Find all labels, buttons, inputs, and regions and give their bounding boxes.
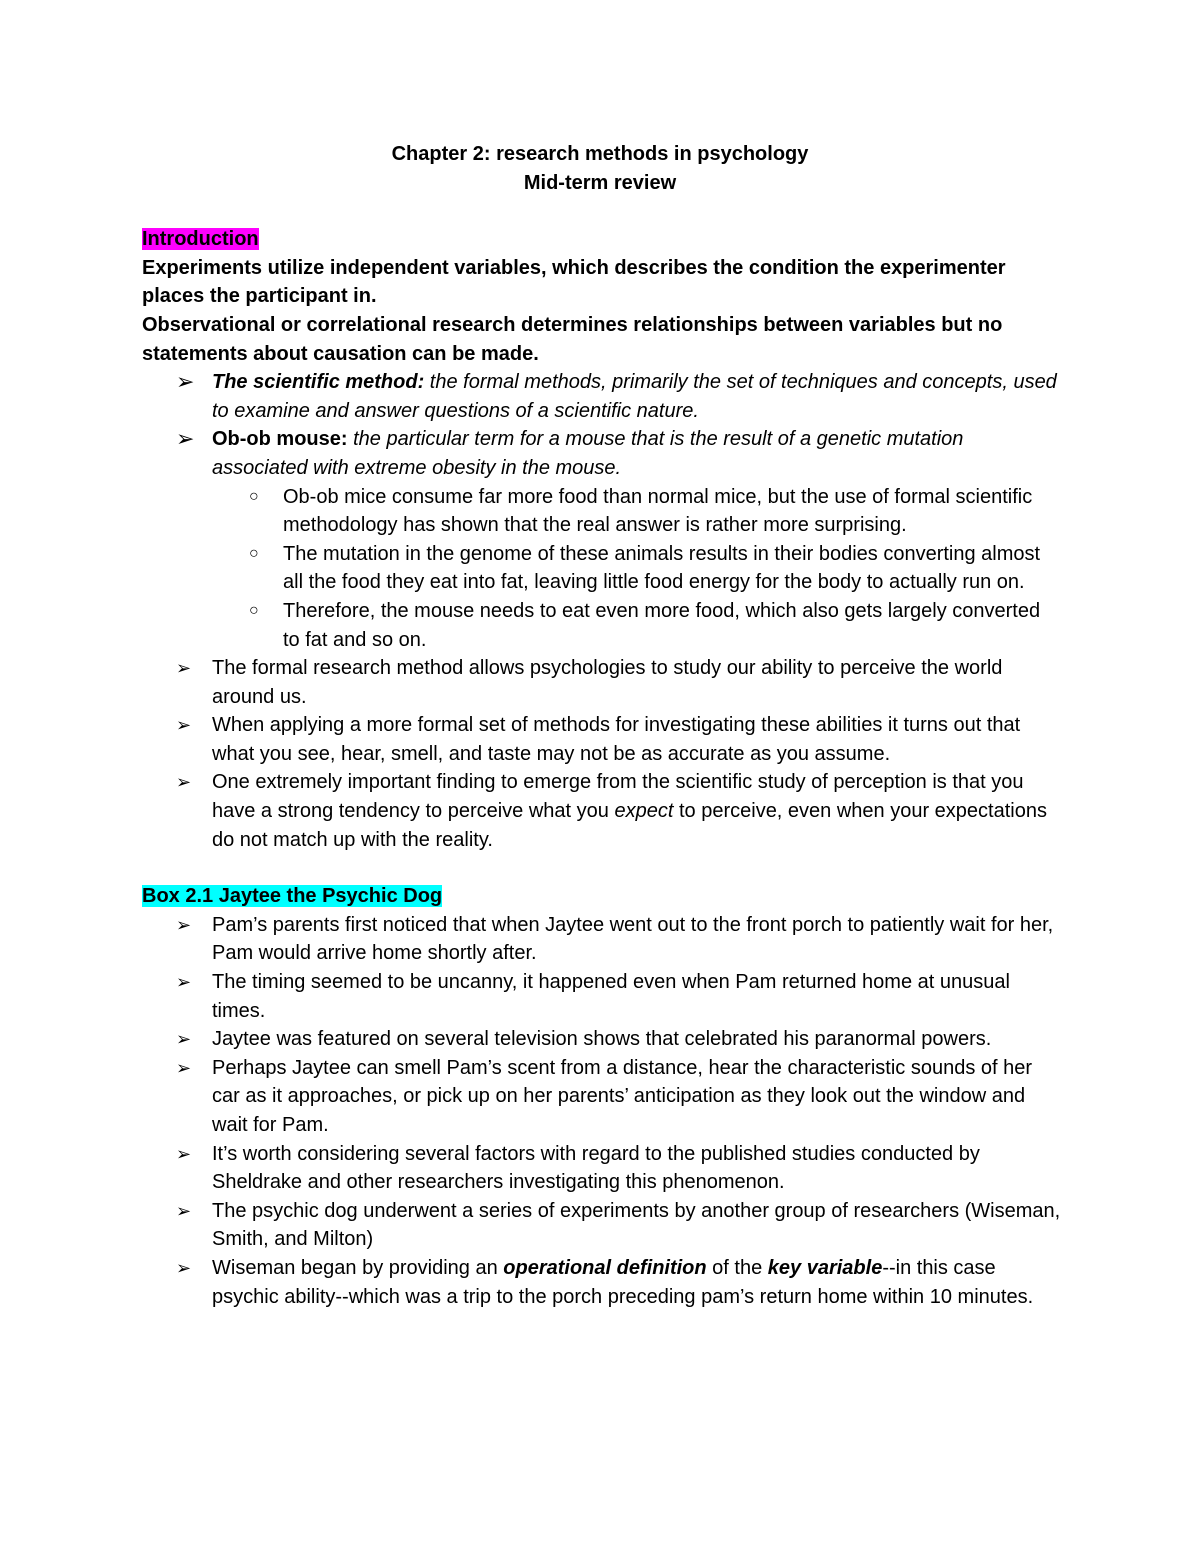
list-item-emphasis: expect (614, 800, 674, 823)
list-item-text: It’s worth considering several factors with regard to the published studies conducted by Sheldrake and other researchers investigating this phenomenon. (212, 1142, 980, 1194)
arrow-bullet-icon: ➢ (176, 1257, 192, 1278)
list-item-text-end: to perceive, even when your expectations do not match up with the reality. (212, 800, 1047, 851)
arrow-bullet-icon: ➢ (176, 426, 195, 452)
arrow-bullet-icon: ➢ (176, 972, 192, 993)
arrow-bullet-icon: ➢ (176, 1143, 192, 1164)
intro-paragraph-2: Observational or correlational research determines relationships between variables but no statements about causation can be made. (142, 313, 1003, 365)
box-heading (142, 882, 1062, 911)
list-item (142, 968, 1062, 1025)
list-item-text-middle: of the (706, 1256, 768, 1279)
list-item-text: The psychic dog underwent a series of experiments by another group of researchers (Wiseman, Smith, and Milton) (212, 1199, 1061, 1251)
sub-list-item (142, 483, 1062, 540)
term-definition: the formal methods, primarily the set of techniques and concepts, used to examine and answer questions of a scientific nature. (212, 371, 1057, 422)
arrow-bullet-icon: ➢ (176, 914, 192, 935)
key-term-operational-definition: operational definition (503, 1256, 707, 1279)
circle-bullet-icon: ○ (249, 601, 259, 619)
list-item (142, 911, 1062, 968)
arrow-bullet-icon: ➢ (176, 369, 195, 395)
list-item-text-start: Wiseman began by providing an (212, 1256, 504, 1279)
list-item-text: The formal research method allows psychologies to study our ability to perceive the world around us. (212, 657, 1003, 708)
sub-list-item (142, 597, 1062, 654)
list-item-text: Jaytee was featured on several television shows that celebrated his paranormal powers. (212, 1028, 992, 1051)
list-item (142, 1140, 1062, 1197)
introduction-heading (142, 225, 1062, 254)
arrow-bullet-icon: ➢ (176, 715, 192, 736)
list-item (142, 768, 1062, 854)
key-term-key-variable: key variable (767, 1256, 883, 1279)
arrow-bullet-icon: ➢ (176, 1200, 192, 1221)
list-item-text-start: One extremely important finding to emerge from the scientific study of perception is that you have a strong tendency to perceive what you (212, 771, 1024, 823)
list-item-text: Pam’s parents first noticed that when Jaytee went out to the front porch to patiently wait for her, Pam would arrive home shortly after. (212, 913, 1054, 965)
sub-list-item (142, 540, 1062, 597)
list-item (142, 654, 1062, 711)
sub-list-item-text: The mutation in the genome of these animals results in their bodies converting almost all the food they eat into fat, leaving little food energy for the body to actually run on. (283, 542, 1041, 594)
box-heading-text: Box 2.1 Jaytee the Psychic Dog (142, 885, 443, 908)
list-item-text-end: --in this case psychic ability--which was a trip to the porch preceding pam’s return home within 10 minutes. (212, 1256, 1034, 1308)
list-item (142, 1197, 1062, 1254)
sub-list-item-text: Therefore, the mouse needs to eat even more food, which also gets largely converted to fat and so on. (283, 599, 1041, 651)
term-name: The scientific method: (212, 371, 425, 394)
list-item-text: Perhaps Jaytee can smell Pam’s scent from a distance, hear the characteristic sounds of her car as it approaches, or pick up on her parents’ anticipation as they look out the window and wait for Pam. (212, 1056, 1033, 1136)
term-definition: the particular term for a mouse that is the result of a genetic mutation associated with extreme obesity in the mouse. (212, 428, 964, 479)
arrow-bullet-icon: ➢ (176, 772, 192, 793)
list-item (142, 1254, 1062, 1311)
intro-paragraph-1: Experiments utilize independent variables, which describes the condition the experimenter places the participant in. (142, 256, 1006, 308)
list-item (142, 1054, 1062, 1140)
document-title: Chapter 2: research methods in psychology (391, 143, 809, 165)
arrow-bullet-icon: ➢ (176, 1057, 192, 1078)
circle-bullet-icon: ○ (249, 544, 259, 562)
introduction-heading-text: Introduction (142, 228, 259, 251)
title-block (142, 140, 1062, 197)
document-page (142, 140, 1062, 1311)
term-name: Ob-ob mouse: (212, 428, 348, 451)
term-item-ob-ob-mouse (142, 425, 1062, 482)
arrow-bullet-icon: ➢ (176, 658, 192, 679)
list-item (142, 1025, 1062, 1054)
list-item-text: When applying a more formal set of methods for investigating these abilities it turns out that what you see, hear, smell, and taste may not be as accurate as you assume. (212, 714, 1021, 765)
document-subtitle: Mid-term review (523, 171, 677, 194)
sub-list-item-text: Ob-ob mice consume far more food than normal mice, but the use of formal scientific methodology has shown that the real answer is rather more surprising. (283, 485, 1033, 537)
list-item (142, 711, 1062, 768)
arrow-bullet-icon: ➢ (176, 1029, 192, 1050)
circle-bullet-icon: ○ (249, 487, 259, 505)
list-item-text: The timing seemed to be uncanny, it happened even when Pam returned home at unusual times. (212, 971, 1010, 1022)
term-item-scientific-method (142, 368, 1062, 425)
section-spacer (142, 854, 1062, 882)
